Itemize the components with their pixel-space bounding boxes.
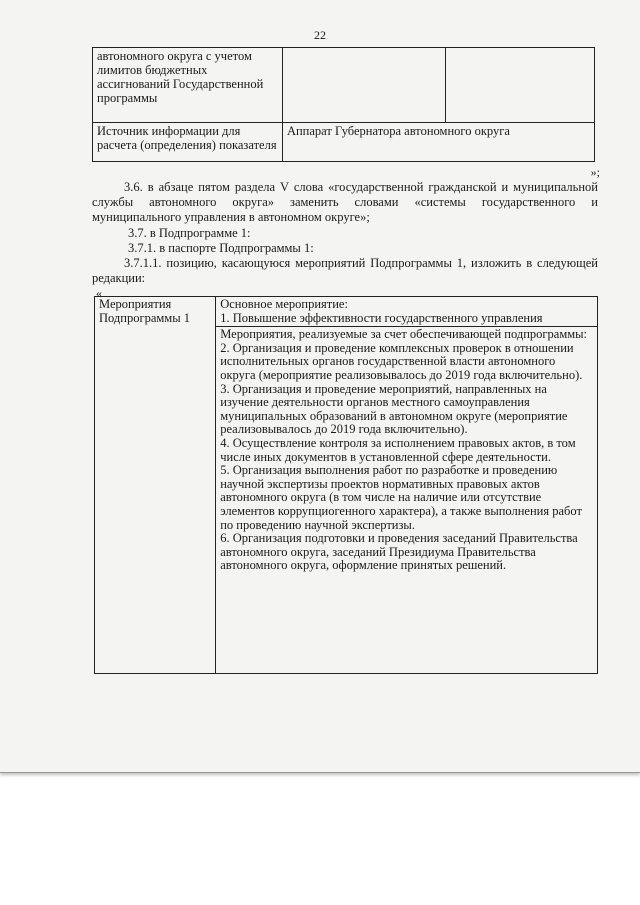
page-number: 22: [314, 28, 326, 42]
activity-item: 2. Организация и проведение комплексных проверок в отношении исполнительных органов государственной власти автономного округа (мероприятие реализовывалось до 2019 года включительно).: [220, 340, 583, 382]
table-row: [93, 123, 595, 162]
activity-item: 3. Организация и проведение мероприятий, направленных на изучение деятельности органов местного самоуправления муниципальных образований в автономном округе (мероприятие реализовывалось до 2019 года включительно).: [220, 381, 568, 437]
supporting-activities-heading: Мероприятия, реализуемые за счет обеспечивающей подпрограммы:: [220, 327, 588, 342]
main-activity-item: 1. Повышение эффективности государственного управления: [220, 310, 543, 325]
main-activity-cell: [216, 297, 598, 327]
table-cell-empty: [282, 48, 445, 123]
table-cell: автономного округа с учетом лимитов бюджетных ассигнований Государственной программы: [93, 48, 283, 123]
table-label-cell: Мероприятия Подпрограммы 1: [95, 297, 216, 674]
table-row: [93, 48, 595, 123]
indicator-table-fragment: [92, 47, 595, 162]
activity-item: 4. Осуществление контроля за исполнением правовых актов, в том числе иных документов в установленной сфере деятельности.: [220, 435, 576, 464]
supporting-activities-cell: [216, 327, 598, 674]
closing-quote: »;: [590, 165, 600, 179]
activity-item: 6. Организация подготовки и проведения заседаний Правительства автономного округа, заседаний Президиума Правительства автономного округа, оформление принятых решений.: [220, 531, 578, 573]
paragraph-3-6: 3.6. в абзаце пятом раздела V слова «государственной гражданской и муниципальной службы автономного округа» заменить словами «системы государственного и муниципального управления в автономном округе»;: [92, 180, 598, 224]
opening-quote: «: [96, 286, 102, 300]
table-cell: Источник информации для расчета (определения) показателя: [93, 123, 283, 162]
table-row: [95, 297, 598, 327]
paragraph-3-7: 3.7. в Подпрограмме 1:: [128, 226, 251, 240]
table-cell: Аппарат Губернатора автономного округа: [282, 123, 594, 162]
subprogram-activities-table: [94, 296, 598, 674]
activity-item: 5. Организация выполнения работ по разработке и проведению научной экспертизы проектов нормативных правовых актов автономного округа (в том числе на наличие или отсутствие элементов коррупциогенного характера), а также выполнения работ по проведению научной экспертизы.: [220, 463, 582, 532]
main-activity-heading: Основное мероприятие:: [220, 297, 348, 311]
paragraph-3-7-1-1: 3.7.1.1. позицию, касающуюся мероприятий Подпрограммы 1, изложить в следующей редакции:: [92, 256, 598, 285]
paragraph-3-7-1: 3.7.1. в паспорте Подпрограммы 1:: [128, 241, 314, 255]
table-cell-empty: [445, 48, 594, 123]
